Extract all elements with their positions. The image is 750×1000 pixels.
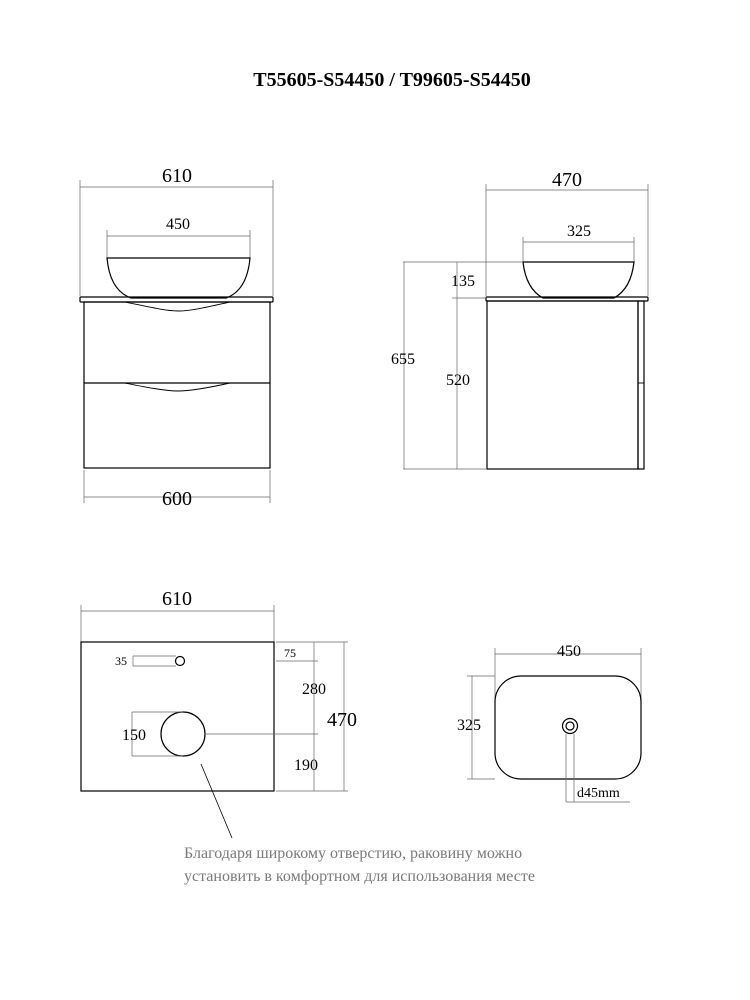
top-tap-hole-from-back-label: 75 — [284, 646, 296, 660]
side-cabinet-body — [487, 301, 638, 469]
front-view — [80, 165, 273, 510]
top-drain-to-back-label: 280 — [302, 681, 326, 698]
basin-top-view — [457, 643, 641, 802]
front-top-width-label: 610 — [162, 165, 192, 187]
basin-outline — [495, 676, 641, 779]
side-basin-depth-label: 325 — [567, 223, 591, 240]
basin-drain-outer — [563, 719, 578, 734]
side-countertop — [486, 297, 648, 301]
note-line-1: Благодаря широкому отверстию, раковину можно — [184, 845, 523, 862]
front-drawer-handle-top — [125, 302, 230, 311]
front-cabinet-width-label: 600 — [162, 488, 192, 510]
side-basin-height-label: 135 — [451, 273, 475, 290]
top-drain-hole — [161, 712, 205, 756]
front-basin-outline — [107, 258, 250, 298]
side-total-height-label: 655 — [391, 351, 415, 368]
front-basin-width-dimension — [107, 216, 250, 260]
front-cabinet-width-dimension — [84, 470, 270, 510]
side-depth-label: 470 — [552, 169, 582, 191]
side-basin-outline — [523, 262, 634, 298]
top-depth-label: 470 — [327, 709, 357, 731]
top-view — [81, 588, 357, 838]
front-cabinet-body — [84, 302, 270, 468]
basin-width-dimension — [495, 643, 641, 700]
side-height-dimensions — [391, 262, 523, 469]
basin-drain-label: d45mm — [577, 786, 620, 801]
basin-depth-label: 325 — [457, 717, 481, 734]
top-tap-hole — [176, 657, 185, 666]
top-width-label: 610 — [162, 588, 192, 610]
side-cabinet-height-label: 520 — [446, 372, 470, 389]
top-tap-hole-offset-label: 35 — [115, 654, 127, 668]
top-drain-hole-diameter-label: 150 — [122, 727, 146, 744]
top-width-dimension — [81, 588, 274, 642]
basin-drain-inner — [566, 722, 574, 730]
basin-width-label: 450 — [557, 643, 581, 660]
note-line-2: установить в комфортном для использования месте — [184, 868, 535, 885]
front-basin-width-label: 450 — [166, 216, 190, 233]
drawing-title: T55605-S54450 / T99605-S54450 — [253, 69, 531, 91]
side-view — [391, 169, 648, 469]
installation-note — [184, 845, 535, 885]
top-drain-to-front-label: 190 — [294, 757, 318, 774]
note-leader-line — [201, 764, 232, 838]
front-drawer-handle-bottom — [125, 383, 230, 391]
side-basin-depth-dimension — [523, 223, 634, 262]
side-cabinet-front-panel — [638, 301, 644, 469]
